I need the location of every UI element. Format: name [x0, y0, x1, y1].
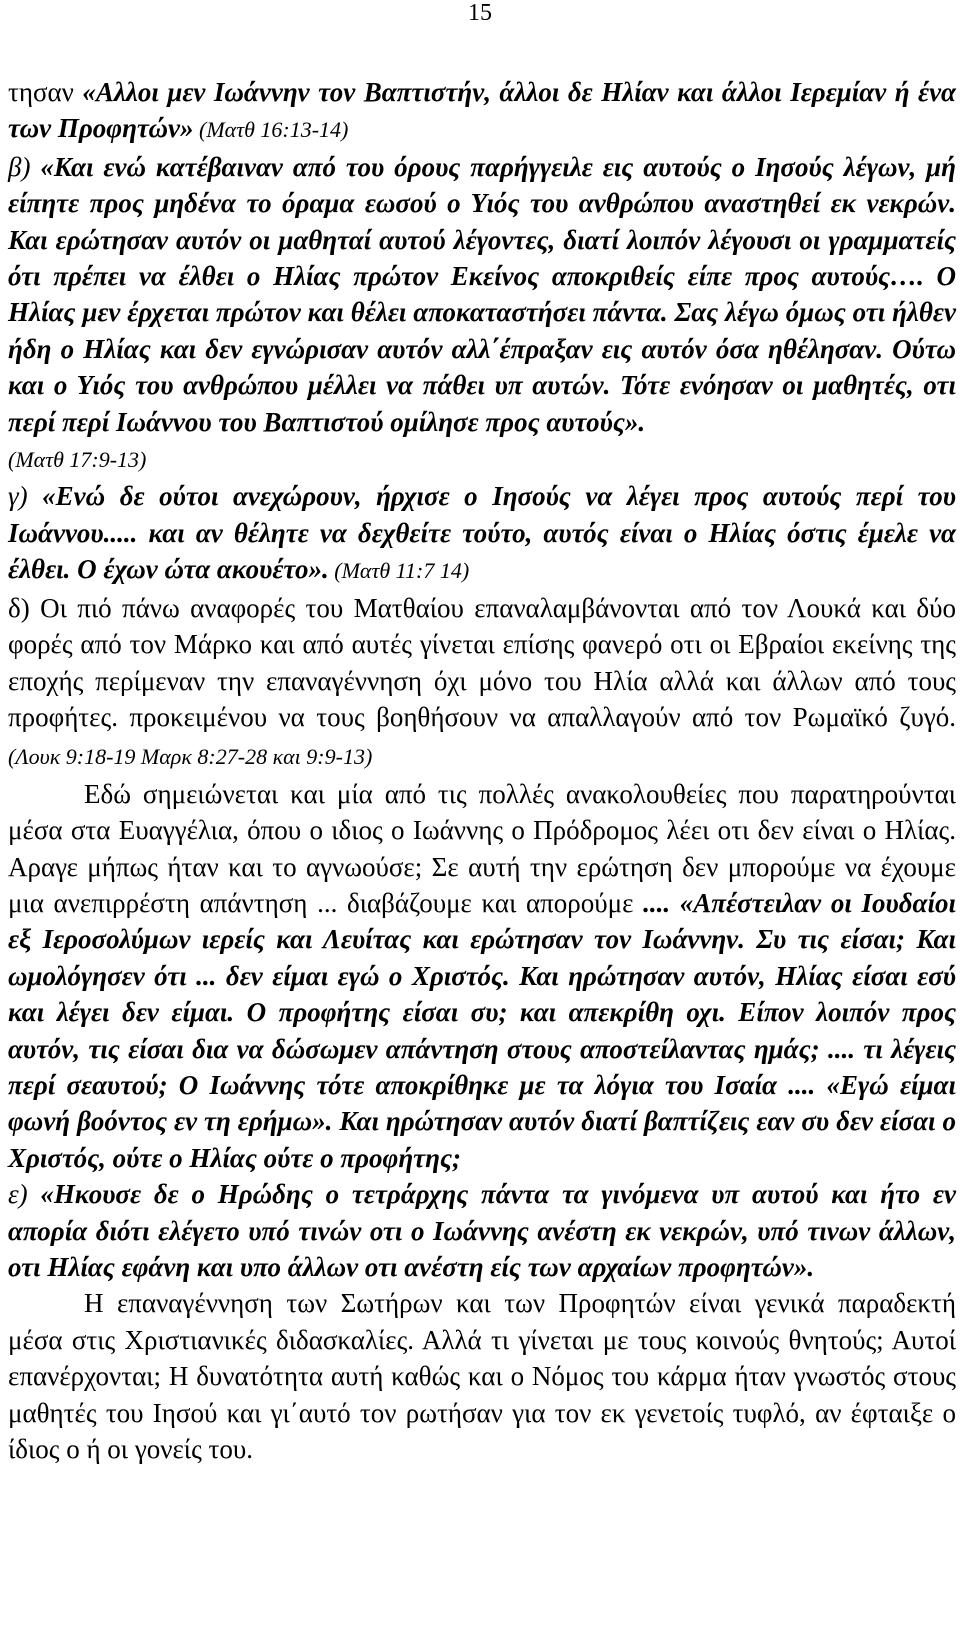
- paragraph-6: [8, 1176, 956, 1285]
- page-number: 15: [468, 0, 492, 26]
- p6-label: ε): [8, 1179, 41, 1210]
- p5-text: Εδώ σημειώνεται και μία από τις πολλές ανακολουθείες που παρατηρούνται μέσα στα Ευαγγέλια, όπου ο ιδιος ο Ιωάννης ο Πρόδρομος λέει οτι δεν είναι ο Ηλίας. Αραγε μήπως ήταν και το αγνωούσε; Σε αυτή την ερώτηση δεν μπορούμε να έχουμε μια ανεπιρρέστη απάντηση ... διαβάζουμε και απορούμε: [8, 778, 956, 918]
- document-body: [8, 74, 956, 1467]
- p3-label: γ): [8, 481, 43, 512]
- paragraph-4: [8, 590, 956, 776]
- paragraph-7: [8, 1285, 956, 1467]
- p2-quote: «Και ενώ κατέβαιναν από του όρους παρήγγειλε εις αυτούς ο Ιησούς λέγων, μή είπητε προς μηδένα το όραμα εωσού ο Υιός του ανθρώπου αναστηθεί εκ νεκρών. Και ερώτησαν αυτόν οι μαθηταί αυτού λέγοντες, διατί λοιπόν λέγουσι οι γραμματείς ότι πρέπει να έλθει ο Ηλίας πρώτον Εκείνος αποκριθείς είπε προς αυτούς…. Ο Ηλίας μεν έρχεται πρώτον και θέλει αποκαταστήσει πάντα. Σας λέγω όμως οτι ήλθεν ήδη ο Ηλίας και δεν εγνώρισαν αυτόν αλλ΄έπραξαν εις αυτόν όσα ηθέλησαν. Ούτω και ο Υιός του ανθρώπου μέλλει να πάθει υπ αυτών. Τότε ενόησαν οι μαθητές, οτι περί περί Ιωάννου του Βαπτιστού ομίλησε προς αυτούς».: [8, 151, 956, 437]
- paragraph-5: [8, 776, 956, 1176]
- p4-reference: (Λουκ 9:18-19 Μαρκ 8:27-28 και 9:9-13): [8, 744, 373, 770]
- paragraph-1: [8, 74, 956, 149]
- p2-label: β): [8, 151, 41, 182]
- p6-quote: «Ηκουσε δε ο Ηρώδης ο τετράρχης πάντα τα γινόμενα υπ αυτού και ήτο εν απορία διότι ελέγετο υπό τινών οτι ο Ιωάννης ανέστη εκ νεκρών, υπό τινων άλλων, οτι Ηλίας εφάνη και υπο άλλων οτι ανέστη είς των αρχαίων προφητών».: [8, 1179, 956, 1282]
- p3-quote: «Ενώ δε ούτοι ανεχώρουν, ήρχισε ο Ιησούς να λέγει προς αυτούς περί του Ιωάννου..... και αν θέλητε να δεχθείτε τούτο, αυτός είναι ο Ηλίας όστις έμελε να έλθει. Ο έχων ώτα ακουέτο».: [8, 481, 956, 585]
- p5-quote: .... «Απέστειλαν οι Ιουδαίοι εξ Ιεροσολύμων ιερείς και Λευίτας και ερώτησαν τον Ιωάννην. Συ τις είσαι; Και ωμολόγησεν ότι ... δεν είμαι εγώ ο Χριστός. Και ηρώτησαν αυτόν, Ηλίας είσαι εσύ και λέγει δεν είμαι. Ο προφήτης είσαι συ; και απεκρίθη οχι. Είπον λοιπόν προς αυτόν, τις είσαι δια να δώσωμεν απάντηση στους αποστείλαντας ημάς; .... τι λέγεις περί σεαυτού; Ο Ιωάννης τότε αποκρίθηκε με τα λόγια του Ισαία .... «Εγώ είμαι φωνή βοόντος εν τη ερήμω». Και ηρώτησαν αυτόν διατί βαπτίζεις εαν συ δεν είσαι ο Χριστός, ούτε ο Ηλίας ούτε ο προφήτης;: [8, 887, 956, 1173]
- p7-text: Η επαναγέννηση των Σωτήρων και των Προφητών είναι γενικά παραδεκτή μέσα στις Χριστιανικές διδασκαλίες. Αλλά τι γίνεται με τους κοινούς θνητούς; Αυτοί επανέρχονται; Η δυνατότητα αυτή καθώς και ο Νόμος του κάρμα ήταν γνωστός στους μαθητές του Ιησού και γι΄αυτό τον ρωτήσαν για τον εκ γενετοίς τυφλό, αν έφταιξε ο ίδιος ο ή οι γονείς του.: [8, 1288, 956, 1465]
- p1-text: τησαν: [8, 77, 83, 107]
- p3-reference: (Ματθ 11:7 14): [328, 558, 470, 584]
- p1-reference: (Ματθ 16:13-14): [193, 117, 349, 143]
- p2-reference: (Ματθ 17:9-13): [8, 447, 147, 473]
- paragraph-3: [8, 478, 956, 589]
- paragraph-2: [8, 149, 956, 479]
- p1-quote: «Αλλοι μεν Ιωάννην τον Βαπτιστήν, άλλοι δε Ηλίαν και άλλοι Ιερεμίαν ή ένα των Προφητών»: [8, 77, 956, 144]
- p4-text: δ) Οι πιό πάνω αναφορές του Ματθαίου επαναλαμβάνονται από τον Λουκά και δύο φορές από τον Μάρκο και από αυτές γίνεται επίσης φανερό οτι οι Εβραίοι εκείνης της εποχής περίμεναν την επαναγέννηση όχι μόνο του Ηλία αλλά και άλλων από τους προφήτες. προκειμένου να τους βοηθήσουν να απαλλαγούν από τον Ρωμαϊκό ζυγό.: [8, 592, 956, 732]
